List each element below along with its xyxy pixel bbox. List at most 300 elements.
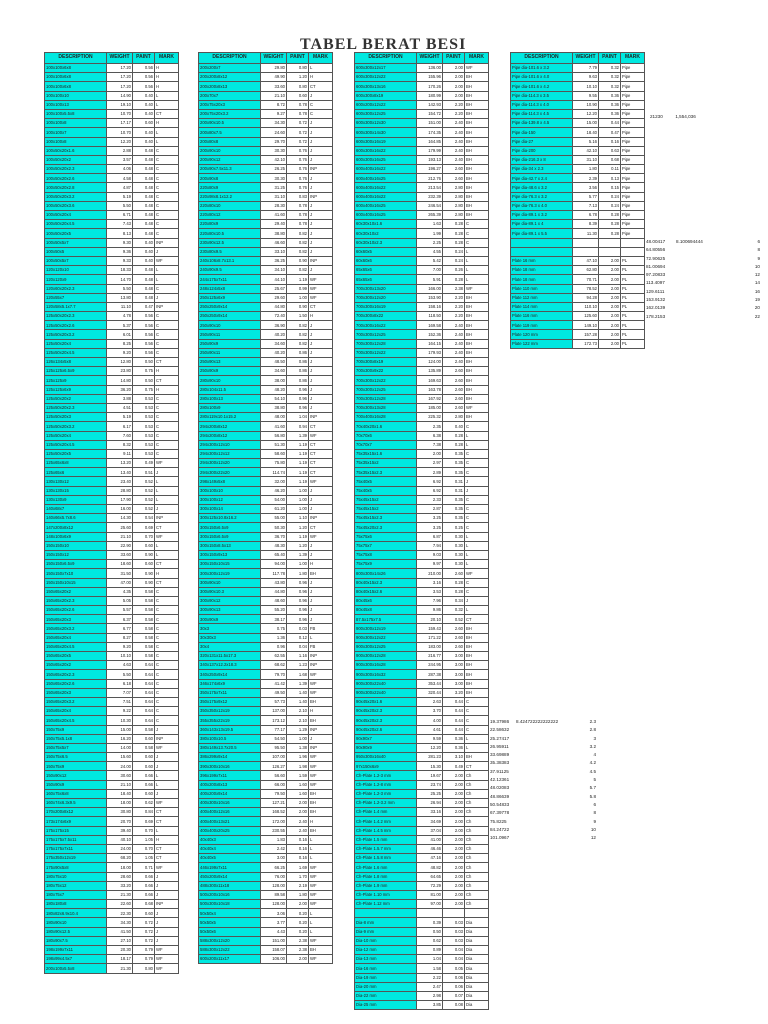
cell-mark: BH — [465, 348, 489, 357]
cell-weight: 15.60 — [107, 753, 133, 762]
cell-mark: J — [309, 211, 333, 220]
cell-mark: WF — [309, 532, 333, 541]
cell-description: 150x150x6.5x9 — [45, 560, 107, 569]
cell-weight: 62.55 — [261, 652, 287, 661]
cell-weight: 23.74 — [417, 780, 443, 789]
table-row — [355, 394, 489, 403]
cell-weight: 167.92 — [417, 394, 443, 403]
cell-paint: 0.72 — [133, 918, 155, 927]
cell-paint: 1.16 — [287, 652, 309, 661]
cell-weight: 2.25 — [417, 238, 443, 247]
header-weight: WEIGHT — [417, 53, 443, 64]
cell-paint: 0.60 — [133, 753, 155, 762]
cell-weight: 41.60 — [261, 211, 287, 220]
table-row — [45, 413, 179, 422]
cell-description: 280x119x10.1x15.2 — [199, 413, 261, 422]
cell-paint: 2.00 — [443, 780, 465, 789]
cell-description: 350x175x7x11 — [199, 688, 261, 697]
table-row — [199, 376, 333, 385]
cell-description: 65x65x6 — [355, 275, 417, 284]
table-row — [199, 642, 333, 651]
table-row — [511, 64, 645, 73]
cell-mark: C — [465, 725, 489, 734]
cell-weight: 4.87 — [107, 183, 133, 192]
cell-mark: BH — [465, 155, 489, 164]
cell-paint: 0.16 — [287, 854, 309, 863]
cell-paint: 2.20 — [443, 109, 465, 118]
cell-weight: 9.86 — [417, 606, 443, 615]
cell-paint: 2.20 — [443, 312, 465, 321]
cell-mark: WF — [309, 863, 333, 872]
cell-weight: 24.60 — [261, 128, 287, 137]
cell-weight: 7.43 — [107, 220, 133, 229]
cell-weight: 36.20 — [107, 385, 133, 394]
cell-paint: 0.06 — [443, 973, 465, 982]
table-row — [355, 835, 489, 844]
cell-paint: 0.35 — [443, 495, 465, 504]
extra-cell: 25.27417 — [490, 735, 510, 741]
cell-weight — [573, 238, 599, 247]
table-row — [355, 532, 489, 541]
table-row — [355, 844, 489, 853]
cell-paint: 0.28 — [443, 275, 465, 284]
table-row — [355, 541, 489, 550]
cell-description: 100x100x8 — [45, 137, 107, 146]
cell-paint: 0.53 — [133, 403, 155, 412]
cell-weight: 23.40 — [107, 477, 133, 486]
cell-paint: 0.64 — [133, 707, 155, 716]
table-row — [45, 91, 179, 100]
cell-weight: 9.20 — [107, 642, 133, 651]
cell-description: 150x65x20x3.2 — [45, 624, 107, 633]
table-row — [199, 183, 333, 192]
cell-paint: 0.28 — [443, 587, 465, 596]
cell-weight: 40.20 — [261, 348, 287, 357]
cell-weight: 9.30 — [107, 238, 133, 247]
cell-description: 250x90x9 — [199, 367, 261, 376]
cell-weight: 151.00 — [261, 936, 287, 945]
cell-mark: L — [309, 918, 333, 927]
cell-paint: 0.36 — [599, 109, 621, 118]
cell-mark: C — [465, 422, 489, 431]
cell-paint: 0.75 — [133, 385, 155, 394]
cell-mark: J — [309, 183, 333, 192]
cell-mark: J — [309, 155, 333, 164]
extra-row — [646, 271, 764, 279]
table-row — [45, 679, 179, 688]
table-row — [355, 863, 489, 872]
extra-cell: 101.0967 — [490, 835, 510, 841]
cell-weight: 117.78 — [261, 569, 287, 578]
cell-weight: 9.27 — [261, 109, 287, 118]
cell-mark: INP — [155, 238, 179, 247]
cell-weight: 47.10 — [573, 256, 599, 265]
cell-description: 450x200x9x14 — [199, 872, 261, 881]
cell-description: 80x45x6 — [355, 596, 417, 605]
cell-description: 340x250x9x14 — [199, 670, 261, 679]
table-row — [355, 330, 489, 339]
cell-paint: 0.28 — [443, 578, 465, 587]
table-row — [199, 624, 333, 633]
cell-description: 173x174x6x9 — [45, 817, 107, 826]
cell-mark: CT — [309, 440, 333, 449]
cell-paint: 1.80 — [287, 569, 309, 578]
cell-weight: 6.77 — [107, 624, 133, 633]
cell-description: Pipe dia-139.8 x 4.5 — [511, 119, 573, 128]
cell-description: 360x143x13x19.5 — [199, 725, 261, 734]
cell-mark: BH — [465, 302, 489, 311]
table-row — [199, 716, 333, 725]
cell-paint: 0.40 — [133, 109, 155, 118]
cell-mark: C — [155, 413, 179, 422]
extra-cell: 5 — [593, 777, 596, 783]
table-row — [511, 91, 645, 100]
table-row — [355, 413, 489, 422]
cell-mark: BH — [465, 165, 489, 174]
table-row — [45, 569, 179, 578]
table-row — [199, 707, 333, 716]
cell-weight: 180.99 — [417, 91, 443, 100]
cell-weight: 163.78 — [417, 385, 443, 394]
cell-description: 60x30x10x2 — [355, 229, 417, 238]
cell-description: 100x50x5 — [45, 247, 107, 256]
cell-description: 280x100x13 — [199, 394, 261, 403]
cell-description: 600x400x16x22 — [355, 183, 417, 192]
table-row — [511, 330, 645, 339]
table-row — [355, 302, 489, 311]
cell-weight: 153.90 — [417, 293, 443, 302]
extra-cell — [516, 751, 570, 759]
cell-description: 80x40x15x2.3 — [355, 578, 417, 587]
cell-paint: 0.48 — [133, 201, 155, 210]
cell-paint: 0.72 — [287, 137, 309, 146]
cell-mark: PL — [621, 284, 645, 293]
cell-mark: Dia — [465, 946, 489, 955]
cell-mark: C — [155, 661, 179, 670]
cell-weight: 2.00 — [417, 449, 443, 458]
table-row — [45, 955, 179, 964]
cell-paint: 1.96 — [287, 753, 309, 762]
cell-mark: WF — [309, 762, 333, 771]
cell-description: 90x45x20x2.3 — [355, 716, 417, 725]
cell-mark: BH — [309, 946, 333, 955]
cell-mark: C — [465, 495, 489, 504]
extra-row — [646, 288, 764, 296]
cell-mark: J — [309, 229, 333, 238]
cell-description: 400x400x13x21 — [199, 817, 261, 826]
table-row — [355, 449, 489, 458]
cell-mark: WF — [309, 753, 333, 762]
cell-mark: WF — [465, 284, 489, 293]
cell-weight: 94.00 — [261, 560, 287, 569]
cell-description: 900x300x12x25 — [355, 642, 417, 651]
cell-weight: 12.80 — [107, 358, 133, 367]
cell-paint: 0.58 — [133, 596, 155, 605]
cell-description: 147x200x8x12 — [45, 523, 107, 532]
table-row — [45, 918, 179, 927]
cell-description: Pipe dia-200 — [511, 146, 573, 155]
cell-paint: 0.78 — [287, 100, 309, 109]
cell-description: 380x100x10.5 — [199, 734, 261, 743]
cell-description: 125x50x20x4 — [45, 431, 107, 440]
table-row — [45, 725, 179, 734]
table-row — [355, 238, 489, 247]
cell-description: 160x75x6x8 — [45, 789, 107, 798]
table-row — [355, 192, 489, 201]
cell-description: Plate 112 mm — [511, 293, 573, 302]
cell-weight: 4.58 — [107, 174, 133, 183]
cell-mark: WF — [309, 771, 333, 780]
extra-cell: 6 — [757, 239, 760, 244]
cell-paint: 3.00 — [443, 679, 465, 688]
cell-description: 40x40x4 — [199, 844, 261, 853]
cell-description: Dia-20 mm — [355, 982, 417, 991]
cell-weight: 281.23 — [417, 753, 443, 762]
cell-mark: WF — [309, 881, 333, 890]
cell-description: 60x30x10x1.6 — [355, 220, 417, 229]
cell-weight: 7.94 — [417, 541, 443, 550]
cell-mark: PL — [621, 256, 645, 265]
cell-paint: 0.70 — [133, 532, 155, 541]
cell-mark: J — [309, 119, 333, 128]
cell-mark: Pipe — [621, 128, 645, 137]
cell-paint: 3.00 — [443, 652, 465, 661]
extra-cell — [516, 818, 570, 826]
cell-mark: C — [155, 440, 179, 449]
cell-weight: 78.52 — [573, 284, 599, 293]
cell-description: 125x50x20x2.3 — [45, 403, 107, 412]
header-description: DESCRIPTION — [45, 53, 107, 64]
extra-cell: 20 — [754, 305, 760, 311]
cell-paint: 0.40 — [133, 128, 155, 137]
cell-description: Ch-Plate 1.2-3.2 mm — [355, 799, 417, 808]
cell-mark: H — [155, 82, 179, 91]
cell-description: 294x200x8x12 — [199, 422, 261, 431]
cell-paint: 2.40 — [443, 155, 465, 164]
cell-mark: CT — [155, 844, 179, 853]
cell-mark: J — [309, 146, 333, 155]
cell-weight: 124.00 — [417, 358, 443, 367]
cell-mark: L — [465, 734, 489, 743]
cell-paint: 0.40 — [133, 247, 155, 256]
cell-mark: FB — [309, 642, 333, 651]
cell-description: 60x60x5 — [355, 247, 417, 256]
cell-description: Pipe dia-101.6 x 4.2 — [511, 82, 573, 91]
extra-cell: 8.424722222222222 — [516, 719, 559, 724]
cell-mark: WF — [155, 743, 179, 752]
cell-mark: J — [309, 385, 333, 394]
cell-weight: 48.82 — [417, 863, 443, 872]
table-row — [199, 275, 333, 284]
cell-description: 148x100x6x9 — [45, 532, 107, 541]
extra-row — [490, 735, 600, 743]
cell-weight: 320.44 — [417, 688, 443, 697]
cell-paint: 2.40 — [443, 348, 465, 357]
cell-paint: 0.82 — [287, 321, 309, 330]
cell-paint: 2.00 — [443, 73, 465, 82]
cell-mark: C — [155, 707, 179, 716]
cell-weight: 149.10 — [573, 321, 599, 330]
cell-weight: 36.70 — [261, 532, 287, 541]
cell-mark: L — [465, 266, 489, 275]
extra-cell: 3.2 — [589, 743, 596, 749]
cell-weight: 75.80 — [261, 459, 287, 468]
steel-weight-table-4 — [510, 52, 645, 349]
cell-description: 175x175x15 — [45, 826, 107, 835]
cell-paint: 0.96 — [287, 385, 309, 394]
table-row — [45, 229, 179, 238]
cell-weight: 21.30 — [107, 964, 133, 973]
table-row — [511, 339, 645, 348]
table-row — [45, 707, 179, 716]
cell-weight: 164.85 — [417, 137, 443, 146]
cell-weight: 5.77 — [573, 192, 599, 201]
table-row — [199, 909, 333, 918]
cell-mark: J — [155, 881, 179, 890]
table-row — [45, 394, 179, 403]
cell-weight: 4.61 — [417, 725, 443, 734]
cell-paint: 0.48 — [133, 192, 155, 201]
cell-description: 380x149x13.7x20.5 — [199, 743, 261, 752]
cell-description: 150x75x6.5 — [45, 753, 107, 762]
cell-description: 150x75x9 — [45, 762, 107, 771]
cell-paint: 2.00 — [599, 302, 621, 311]
cell-description: 100x50x20x4 — [45, 211, 107, 220]
cell-weight: 24.00 — [107, 762, 133, 771]
extra-cell: 2.8 — [589, 727, 596, 733]
cell-mark: BH — [465, 413, 489, 422]
cell-description: 700x300x13x28 — [355, 403, 417, 412]
table-row — [355, 128, 489, 137]
extra-row — [646, 255, 764, 263]
table-row — [355, 229, 489, 238]
cell-paint: 2.40 — [443, 137, 465, 146]
table-row — [45, 220, 179, 229]
cell-description: 320x131x11.5x17.3 — [199, 652, 261, 661]
cell-paint: 0.75 — [133, 367, 155, 376]
cell-weight: 169.58 — [417, 321, 443, 330]
cell-paint: 1.20 — [287, 541, 309, 550]
table-row — [199, 403, 333, 412]
cell-description: 70x70x6 — [355, 431, 417, 440]
cell-mark: C — [155, 211, 179, 220]
cell-weight: 18.60 — [107, 560, 133, 569]
cell-paint: 2.00 — [443, 872, 465, 881]
cell-paint: 1.39 — [287, 679, 309, 688]
extra-cell: 129.6111 — [646, 288, 665, 294]
cell-mark: BH — [309, 569, 333, 578]
cell-weight: 41.42 — [261, 679, 287, 688]
cell-weight: 16.00 — [107, 505, 133, 514]
cell-description: Pipe dia-89.1 x 5.5 — [511, 229, 573, 238]
cell-description: Plate 120 mm — [511, 330, 573, 339]
cell-paint: 0.60 — [133, 789, 155, 798]
cell-paint: 1.40 — [287, 688, 309, 697]
header-description: DESCRIPTION — [355, 53, 417, 64]
table-row — [355, 477, 489, 486]
cell-paint: 0.25 — [443, 523, 465, 532]
cell-description: 390x300x10x16 — [199, 762, 261, 771]
extra-row — [490, 834, 600, 842]
cell-description: 250x90x13 — [199, 358, 261, 367]
cell-paint: 0.82 — [287, 238, 309, 247]
side-note-value-2: 1,554,036 — [675, 114, 696, 119]
cell-description: 900x300x22x40 — [355, 679, 417, 688]
cell-weight: 77.17 — [261, 725, 287, 734]
cell-paint: 0.72 — [287, 128, 309, 137]
cell-paint: 2.00 — [443, 808, 465, 817]
cell-mark: C — [155, 697, 179, 706]
cell-paint: 0.64 — [133, 716, 155, 725]
cell-mark: J — [309, 358, 333, 367]
cell-paint: 2.80 — [443, 201, 465, 210]
cell-paint: 2.00 — [443, 82, 465, 91]
cell-description: Plate 119 mm — [511, 321, 573, 330]
cell-paint: 2.00 — [443, 890, 465, 899]
table-row — [199, 100, 333, 109]
table-row — [45, 192, 179, 201]
cell-description: Pipe dia-34 x 2.3 — [511, 165, 573, 174]
cell-weight: 54.00 — [261, 495, 287, 504]
cell-description: 400x200x9x14 — [199, 789, 261, 798]
cell-paint: 0.58 — [133, 606, 155, 615]
cell-description: 75x75x6 — [355, 532, 417, 541]
table-row — [355, 247, 489, 256]
cell-mark: BH — [465, 376, 489, 385]
cell-paint: 0.80 — [287, 64, 309, 73]
cell-paint: 2.40 — [443, 119, 465, 128]
table-row — [355, 348, 489, 357]
cell-description: 700x300x12x28 — [355, 339, 417, 348]
cell-paint: 2.60 — [443, 376, 465, 385]
extra-cell: 113.4097 — [646, 280, 665, 286]
table-row — [511, 256, 645, 265]
extra-cell — [676, 313, 720, 321]
cell-description: 120x55x7 — [45, 293, 107, 302]
cell-description: 200x200x8x13 — [199, 82, 261, 91]
cell-paint: 2.60 — [443, 165, 465, 174]
cell-description: 350x350x12x19 — [199, 707, 261, 716]
cell-mark: Pipe — [621, 146, 645, 155]
table-row — [45, 302, 179, 311]
cell-description: 180x90x10 — [45, 918, 107, 927]
cell-mark: Pipe — [621, 64, 645, 73]
cell-mark: J — [155, 468, 179, 477]
cell-mark: Pipe — [621, 73, 645, 82]
cell-paint: 0.48 — [133, 266, 155, 275]
cell-mark: C — [465, 505, 489, 514]
cell-mark: J — [465, 596, 489, 605]
cell-description: 60x30x10x2.3 — [355, 238, 417, 247]
cell-weight: 2.89 — [417, 468, 443, 477]
cell-mark: Pipe — [621, 211, 645, 220]
cell-mark: INP — [309, 413, 333, 422]
cell-description: 300x100x12 — [199, 495, 261, 504]
cell-paint: 0.64 — [133, 688, 155, 697]
cell-paint: 2.00 — [443, 799, 465, 808]
cell-paint: 0.68 — [133, 900, 155, 909]
cell-weight: 11.30 — [573, 229, 599, 238]
cell-mark: C — [465, 220, 489, 229]
cell-weight: 10.90 — [573, 100, 599, 109]
cell-weight: 94.28 — [573, 293, 599, 302]
table-row — [45, 385, 179, 394]
table-row — [355, 661, 489, 670]
cell-weight: 15.00 — [107, 725, 133, 734]
cell-paint: 0.28 — [443, 229, 465, 238]
cell-weight: 33.16 — [417, 808, 443, 817]
table-row — [355, 165, 489, 174]
